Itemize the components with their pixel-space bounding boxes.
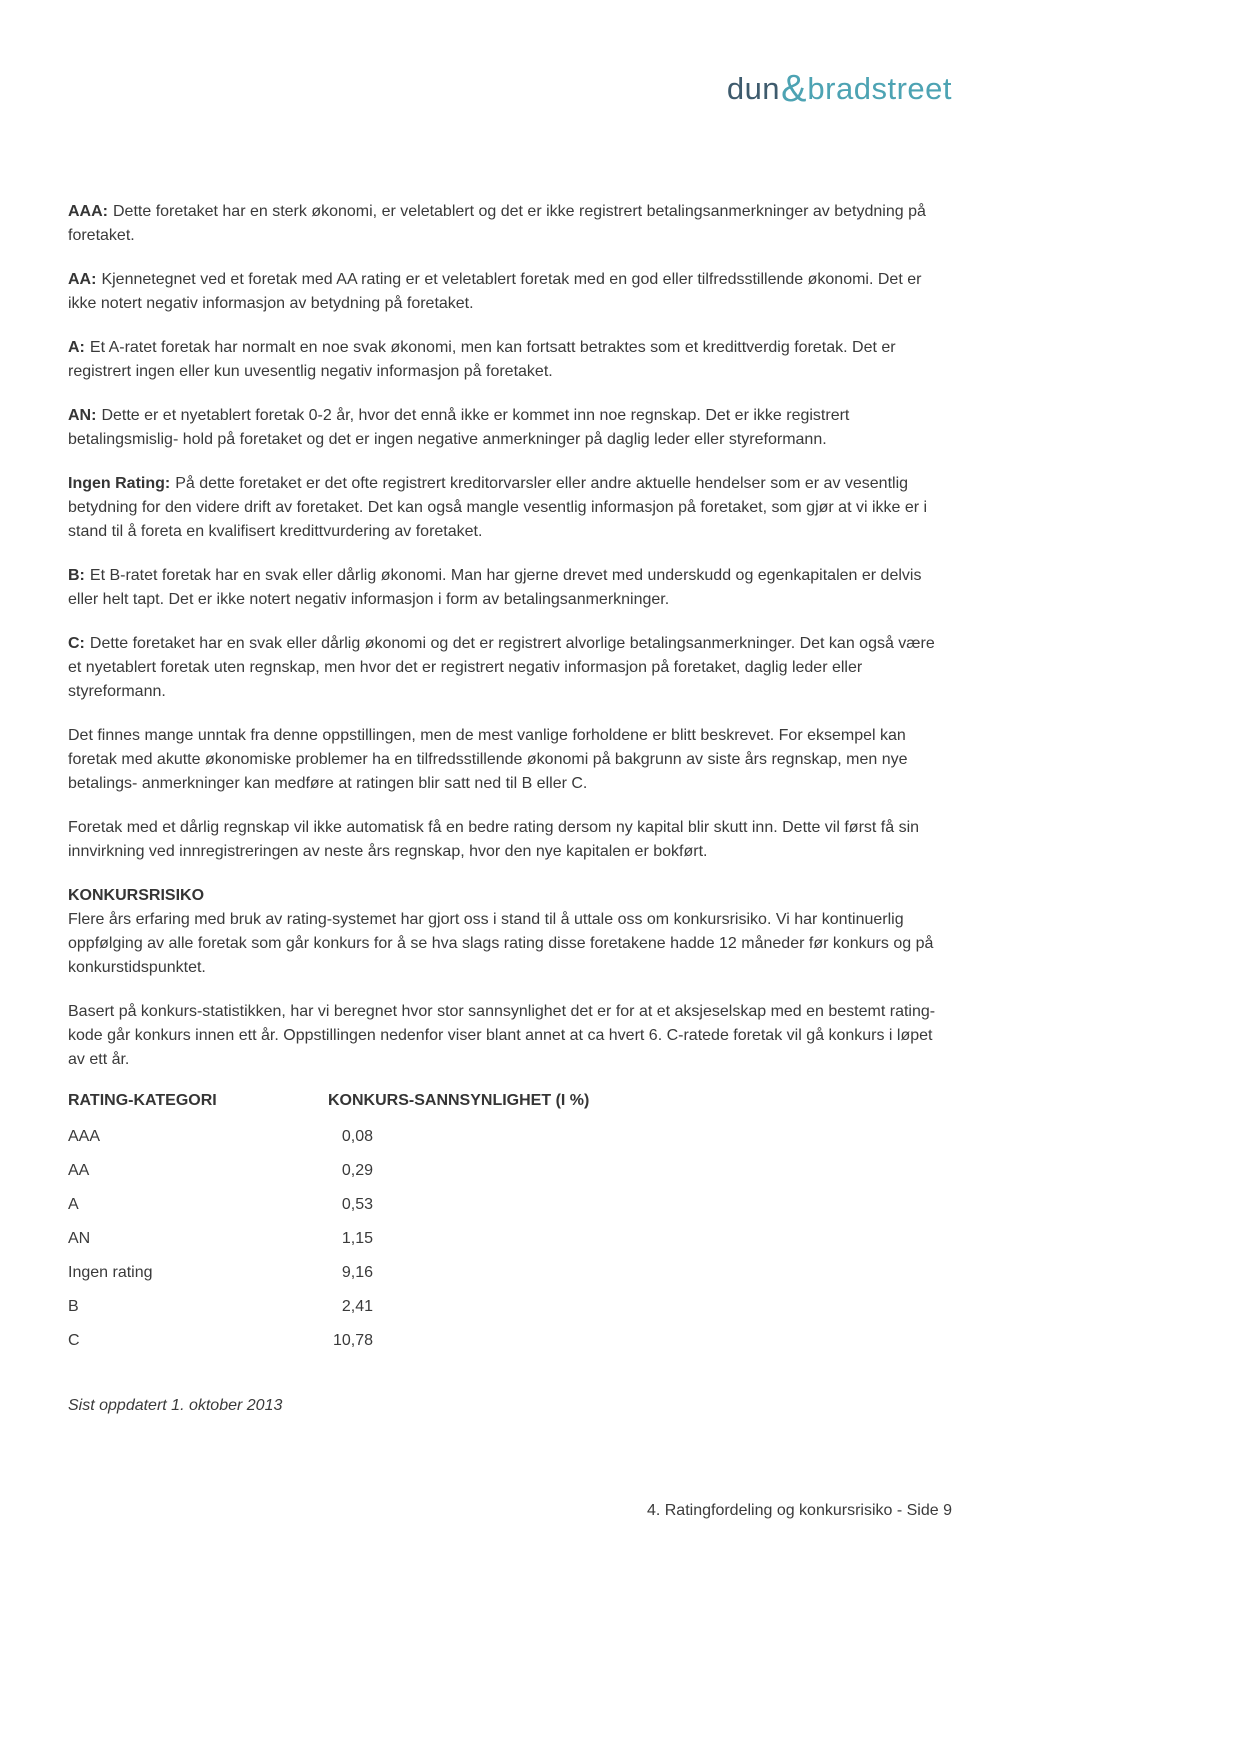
exceptions-text: Det finnes mange unntak fra denne oppstillingen, men de mest vanlige forholdene er blitt beskrevet. For eksempel kan foretak med akutte økonomiske problemer ha en tilfredsstillende økonomi på bakgrunn av siste års regnskap, men nye betalings- anmerkninger kan medføre at ratingen blir satt ned til B eller C. xyxy=(68,727,908,792)
rating-label-b: B: xyxy=(68,567,85,584)
table-cell-value: 0,08 xyxy=(341,1128,373,1145)
table-cell-value: 10,78 xyxy=(332,1332,373,1349)
paragraph-rating-aa xyxy=(68,268,952,316)
table-row-aaa xyxy=(68,1128,952,1162)
rating-label-aaa: AAA: xyxy=(68,203,108,220)
table-cell-value: 0,53 xyxy=(341,1196,373,1213)
paragraph-rating-aaa xyxy=(68,200,952,248)
table-cell-value: 2,41 xyxy=(341,1298,373,1315)
section-heading-konkursrisiko: KONKURSRISIKO xyxy=(68,887,205,904)
rating-label-a: A: xyxy=(68,339,85,356)
table-cell-category: AN xyxy=(68,1230,91,1247)
table-cell-category: A xyxy=(68,1196,79,1213)
logo-text-bradstreet: bradstreet xyxy=(807,71,952,106)
table-cell-category: C xyxy=(68,1332,80,1349)
paragraph-rating-ingen xyxy=(68,472,952,544)
paragraph-rating-c xyxy=(68,632,952,704)
table-cell-value: 1,15 xyxy=(341,1230,373,1247)
rating-text-ingen: På dette foretaket er det ofte registrert kreditorvarsler eller andre aktuelle hendelser som er av vesentlig betydning for den videre drift av foretaket. Det kan også mangle vesentlig informasjon på foretaket, som gjør at vi ikke er i stand til å foreta en kvalifisert kredittvurdering av foretaket. xyxy=(68,475,928,540)
column-header-bankruptcy-probability: KONKURS-SANNSYNLIGHET (I %) xyxy=(328,1092,590,1109)
last-updated-note: Sist oppdatert 1. oktober 2013 xyxy=(68,1397,283,1414)
table-row-a xyxy=(68,1196,952,1230)
rating-label-c: C: xyxy=(68,635,85,652)
paragraph-rating-an xyxy=(68,404,952,452)
page-footer: 4. Ratingfordeling og konkursrisiko - Side 9 xyxy=(646,1502,952,1519)
table-cell-value: 0,29 xyxy=(341,1162,373,1179)
konkurs-text-2: Basert på konkurs-statistikken, har vi beregnet hvor stor sannsynlighet det er for at et aksjeselskap med en bestemt rating-kode går konkurs innen ett år. Oppstillingen nedenfor viser blant annet at ca hvert 6. C-ratede foretak vil gå konkurs i løpet av ett år. xyxy=(68,1003,936,1068)
logo-ampersand-icon: & xyxy=(781,68,807,110)
rating-text-an: Dette er et nyetablert foretak 0-2 år, hvor det ennå ikke er kommet inn noe regnskap. Det er ikke registrert betalingsmislig- hold på foretaket og det er ingen negative anmerkninger på daglig leder eller styreformann. xyxy=(68,407,850,448)
rating-text-a: Et A-ratet foretak har normalt en noe svak økonomi, men kan fortsatt betraktes som et kredittverdig foretak. Det er registrert ingen eller kun uvesentlig negativ informasjon på foretaket. xyxy=(68,339,896,380)
paragraph-konkurs-1 xyxy=(68,908,952,980)
logo-text-dun: dun xyxy=(726,71,781,106)
rating-text-c: Dette foretaket har en svak eller dårlig økonomi og det er registrert alvorlige betalingsanmerkninger. Det kan også være et nyetablert foretak uten regnskap, men hvor det er registrert negativ informasjon på foretaket, daglig leder eller styreformann. xyxy=(68,635,935,700)
capital-text: Foretak med et dårlig regnskap vil ikke automatisk få en bedre rating dersom ny kapital blir skutt inn. Dette vil først få sin innvirkning ved innregistreringen av neste års regnskap, hvor den nye kapitalen er bokført. xyxy=(68,819,920,860)
table-header-row xyxy=(68,1092,952,1128)
table-row-an xyxy=(68,1230,952,1264)
paragraph-rating-b xyxy=(68,564,952,612)
rating-label-aa: AA: xyxy=(68,271,97,288)
column-header-rating-category: RATING-KATEGORI xyxy=(68,1092,217,1109)
table-row-c xyxy=(68,1332,952,1366)
rating-text-aaa: Dette foretaket har en sterk økonomi, er veletablert og det er ikke registrert betalingsanmerkninger av betydning på foretaket. xyxy=(68,203,926,244)
rating-text-aa: Kjennetegnet ved et foretak med AA rating er et veletablert foretak med en god eller tilfredsstillende økonomi. Det er ikke notert negativ informasjon av betydning på foretaket. xyxy=(68,271,922,312)
paragraph-capital xyxy=(68,816,952,864)
rating-label-an: AN: xyxy=(68,407,97,424)
paragraph-exceptions xyxy=(68,724,952,796)
paragraph-rating-a xyxy=(68,336,952,384)
table-cell-value: 9,16 xyxy=(341,1264,373,1281)
paragraph-konkurs-2 xyxy=(68,1000,952,1072)
rating-text-b: Et B-ratet foretak har en svak eller dårlig økonomi. Man har gjerne drevet med underskudd og egenkapitalen er delvis eller helt tapt. Det er ikke notert negativ informasjon i form av betalingsanmerkninger. xyxy=(68,567,922,608)
table-cell-category: AA xyxy=(68,1162,90,1179)
table-row-aa xyxy=(68,1162,952,1196)
table-cell-category: AAA xyxy=(68,1128,101,1145)
table-row-ingen-rating xyxy=(68,1264,952,1298)
table-row-b xyxy=(68,1298,952,1332)
konkurs-text-1: Flere års erfaring med bruk av rating-systemet har gjort oss i stand til å uttale oss om konkursrisiko. Vi har kontinuerlig oppfølging av alle foretak som går konkurs for å se hva slags rating disse foretakene hadde 12 måneder før konkurs og på konkurstidspunktet. xyxy=(68,911,934,976)
dnb-logo xyxy=(68,68,952,111)
page-content xyxy=(68,200,952,1418)
table-cell-category: Ingen rating xyxy=(68,1264,153,1281)
rating-label-ingen: Ingen Rating: xyxy=(68,475,171,492)
rating-probability-table xyxy=(68,1092,952,1366)
table-cell-category: B xyxy=(68,1298,79,1315)
